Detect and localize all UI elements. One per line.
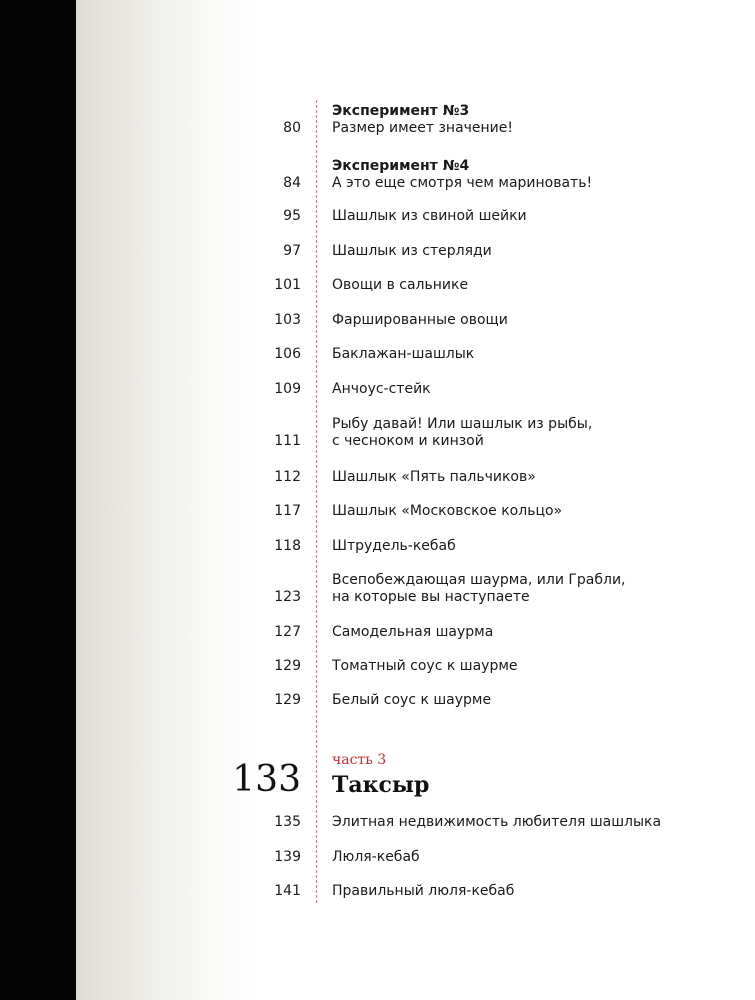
toc-page-number: 118 <box>274 538 301 554</box>
toc-entry-title <box>332 381 712 398</box>
toc-entry-line: Овощи в сальнике <box>332 277 469 293</box>
toc-entry-line: Размер имеет значение! <box>332 120 514 136</box>
part-page-number: 133 <box>232 759 301 800</box>
toc-entry-line: Штрудель-кебаб <box>332 538 456 554</box>
toc-entry-line: Шашлык «Московское кольцо» <box>332 503 563 519</box>
toc-entry-line: Фаршированные овощи <box>332 312 508 328</box>
toc-entry-title <box>332 346 712 363</box>
toc-entry-title <box>332 849 712 866</box>
toc-entry-title <box>332 208 712 225</box>
toc-entry-line: Шашлык из стерляди <box>332 243 492 259</box>
toc-entry-line: Шашлык из свиной шейки <box>332 208 527 224</box>
toc-entry-title <box>332 624 712 641</box>
toc-page-number: 112 <box>274 469 301 485</box>
toc-entry-title <box>332 103 712 137</box>
part-title: Таксыр <box>332 772 430 798</box>
toc-entry-line: Шашлык «Пять пальчиков» <box>332 469 536 485</box>
toc-page-number: 117 <box>274 503 301 519</box>
toc-entry-title <box>332 692 712 709</box>
toc-page-number: 106 <box>274 346 301 362</box>
toc-page-number: 129 <box>274 692 301 708</box>
toc-page-number: 101 <box>274 277 301 293</box>
toc-entry-line: Анчоус-стейк <box>332 381 431 397</box>
toc-page-number: 127 <box>274 624 301 640</box>
toc-entry-title <box>332 658 712 675</box>
toc-entry-line: Элитная недвижимость любителя шашлыка <box>332 814 662 830</box>
toc-page-number: 84 <box>283 175 301 191</box>
toc-entry-title <box>332 883 712 900</box>
toc-entry-line: на которые вы наступаете <box>332 589 530 605</box>
toc-entry-line: А это еще смотря чем мариновать! <box>332 175 593 191</box>
part-label: часть 3 <box>332 752 387 768</box>
page-gutter-shadow <box>76 0 256 1000</box>
toc-entry-title <box>332 158 712 192</box>
toc-page-number: 97 <box>283 243 301 259</box>
toc-entry-line: Правильный люля-кебаб <box>332 883 515 899</box>
toc-entry-title <box>332 503 712 520</box>
toc-entry-title <box>332 814 712 831</box>
toc-entry-line: Рыбу давай! Или шашлык из рыбы, <box>332 416 593 432</box>
toc-page-number: 109 <box>274 381 301 397</box>
toc-entry-line: Томатный соус к шаурме <box>332 658 518 674</box>
toc-entry-heading: Эксперимент №4 <box>332 158 470 174</box>
toc-entry-heading: Эксперимент №3 <box>332 103 470 119</box>
toc-page-number: 135 <box>274 814 301 830</box>
book-spine <box>0 0 76 1000</box>
toc-entry-title <box>332 538 712 555</box>
toc-page-number: 141 <box>274 883 301 899</box>
toc-entry-line: с чесноком и кинзой <box>332 433 484 449</box>
toc-entry-title <box>332 312 712 329</box>
toc-page-number: 103 <box>274 312 301 328</box>
toc-entry-line: Всепобеждающая шаурма, или Грабли, <box>332 572 626 588</box>
toc-page-number: 80 <box>283 120 301 136</box>
toc-page-number: 111 <box>274 433 301 449</box>
toc-entry-line: Люля-кебаб <box>332 849 420 865</box>
toc-entry-title <box>332 416 712 450</box>
toc-entry-title <box>332 572 712 606</box>
toc-divider-line <box>316 100 317 903</box>
toc-page-number: 129 <box>274 658 301 674</box>
toc-entry-title <box>332 277 712 294</box>
toc-entry-title <box>332 243 712 260</box>
toc-page-number: 95 <box>283 208 301 224</box>
toc-entry-title <box>332 469 712 486</box>
toc-page-number: 139 <box>274 849 301 865</box>
toc-page-number: 123 <box>274 589 301 605</box>
toc-entry-line: Баклажан-шашлык <box>332 346 475 362</box>
toc-entry-line: Белый соус к шаурме <box>332 692 492 708</box>
toc-entry-line: Самодельная шаурма <box>332 624 494 640</box>
